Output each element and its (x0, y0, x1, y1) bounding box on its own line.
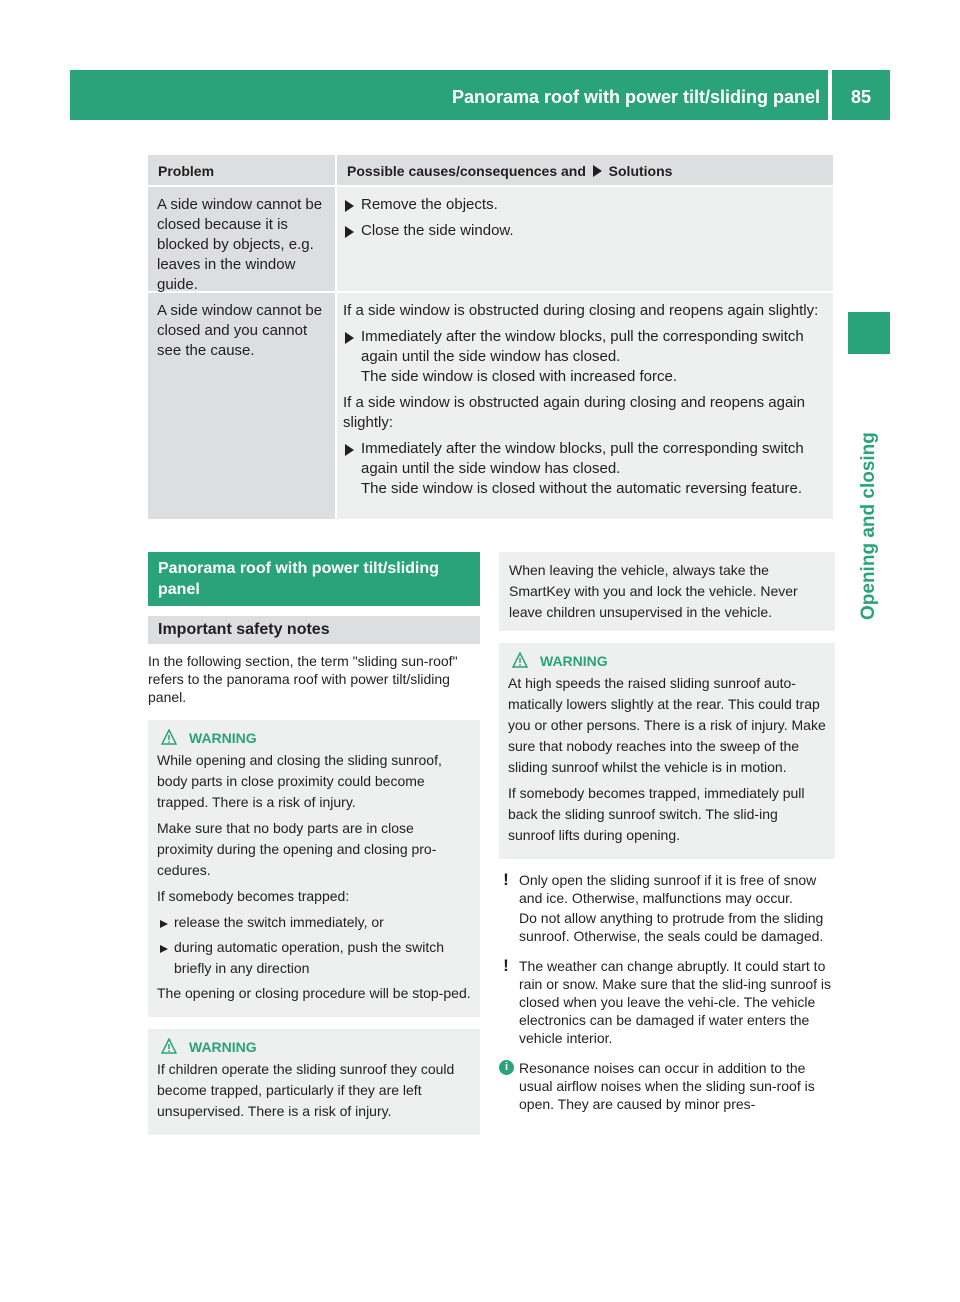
intro-paragraph: In the following section, the term "sliding sun-roof" refers to the panorama roof with power tilt/sliding panel. (148, 653, 458, 705)
info-note: i Resonance noises can occur in addition to the usual airflow noises when the sliding sun-roof is open. They are caused by minor pres- (499, 1059, 835, 1113)
problem-cell: A side window cannot be closed and you cannot see the cause. (148, 293, 335, 519)
solution-cell (337, 293, 833, 519)
solution-cell (337, 187, 833, 291)
solution-step: Immediately after the window blocks, pull the corresponding switch again until the side window has closed. The side window is closed without the automatic reversing feature. (343, 439, 827, 499)
solution-step: Close the side window. (343, 221, 827, 241)
warning-text: While opening and closing the sliding sunroof, body parts in close proximity could become trapped. There is a risk of injury. (157, 752, 442, 810)
caution-note: ! The weather can change abruptly. It could start to rain or snow. Make sure that the slid-ing sunroof is closed when you leave the vehi-cle. The vehicle electronics can be damaged if water enters the vehicle interior. (499, 957, 835, 1047)
bullet-icon (160, 945, 168, 953)
warning-heading: WARNING (157, 1037, 472, 1057)
info-icon: i (499, 1060, 514, 1075)
caution-note: ! Only open the sliding sunroof if it is free of snow and ice. Otherwise, malfunctions may occur. Do not allow anything to protrude from the sliding sunroof. Otherwise, the seals could be damaged. (499, 871, 835, 945)
arrow-icon (345, 226, 354, 238)
solution-condition: If a side window is obstructed again during closing and reopens again slightly: (343, 394, 805, 431)
header-title: Panorama roof with power tilt/sliding panel (451, 87, 820, 107)
info-box (499, 552, 835, 631)
warning-text: The opening or closing procedure will be stop-ped. (157, 985, 471, 1001)
warning-heading: WARNING (508, 651, 827, 671)
left-column (148, 552, 480, 1135)
exclamation-icon: ! (503, 956, 509, 975)
table-row (148, 293, 833, 519)
warning-heading: WARNING (157, 728, 472, 748)
solutions-header-text: Possible causes/consequences and (347, 163, 586, 179)
solution-step: Remove the objects. (343, 195, 827, 215)
solution-condition: If a side window is obstructed during closing and reopens again slightly: (343, 302, 819, 319)
arrow-icon (345, 332, 354, 344)
subsection-title: Important safety notes (148, 616, 480, 644)
arrow-icon (345, 444, 354, 456)
table-header-row (148, 155, 833, 185)
right-column (499, 552, 835, 1115)
chapter-marker (848, 312, 890, 354)
chapter-label: Opening and closing (858, 432, 879, 620)
arrow-icon (345, 200, 354, 212)
warning-triangle-icon (161, 729, 177, 745)
warning-box (148, 720, 480, 1017)
exclamation-icon: ! (503, 870, 509, 889)
page-number: 85 (850, 87, 872, 107)
solutions-header-suffix: Solutions (608, 163, 673, 179)
warning-text: If somebody becomes trapped: (157, 888, 350, 904)
warning-text: If children operate the sliding sunroof they could become trapped, particularly if they are left unsupervised. There is a risk of injury. (157, 1061, 455, 1119)
solutions-column-header (337, 155, 833, 185)
bullet-icon (160, 920, 168, 928)
warning-box (148, 1029, 480, 1135)
page-header (70, 70, 890, 120)
section-title: Panorama roof with power tilt/sliding panel (148, 552, 480, 606)
warning-triangle-icon (161, 1038, 177, 1054)
warning-box (499, 643, 835, 859)
problem-column-header: Problem (148, 155, 335, 185)
warning-triangle-icon (512, 652, 528, 668)
solution-step: Immediately after the window blocks, pull the corresponding switch again until the side window has closed. The side window is closed with increased force. (343, 327, 827, 387)
warning-text: If somebody becomes trapped, immediately pull back the sliding sunroof switch. The slid-ing sunroof lifts during opening. (508, 785, 805, 843)
arrow-icon (593, 165, 602, 177)
problem-cell: A side window cannot be closed because it is blocked by objects, e.g. leaves in the window guide. (148, 187, 335, 291)
list-item: during automatic operation, push the switch briefly in any direction (157, 937, 472, 979)
warning-text: At high speeds the raised sliding sunroof auto-matically lowers slightly at the rear. This could trap you or other persons. There is a risk of injury. Make sure that nobody reaches into the sweep of the sliding sunroof whilst the vehicle is in motion. (508, 675, 826, 775)
info-text: When leaving the vehicle, always take the SmartKey with you and lock the vehicle. Never leave children unsupervised in the vehicle. (509, 562, 798, 620)
list-item: release the switch immediately, or (157, 912, 472, 933)
problem-solution-table (148, 155, 833, 521)
warning-text: Make sure that no body parts are in close proximity during the opening and closing pro-cedures. (157, 820, 437, 878)
table-row (148, 187, 833, 291)
